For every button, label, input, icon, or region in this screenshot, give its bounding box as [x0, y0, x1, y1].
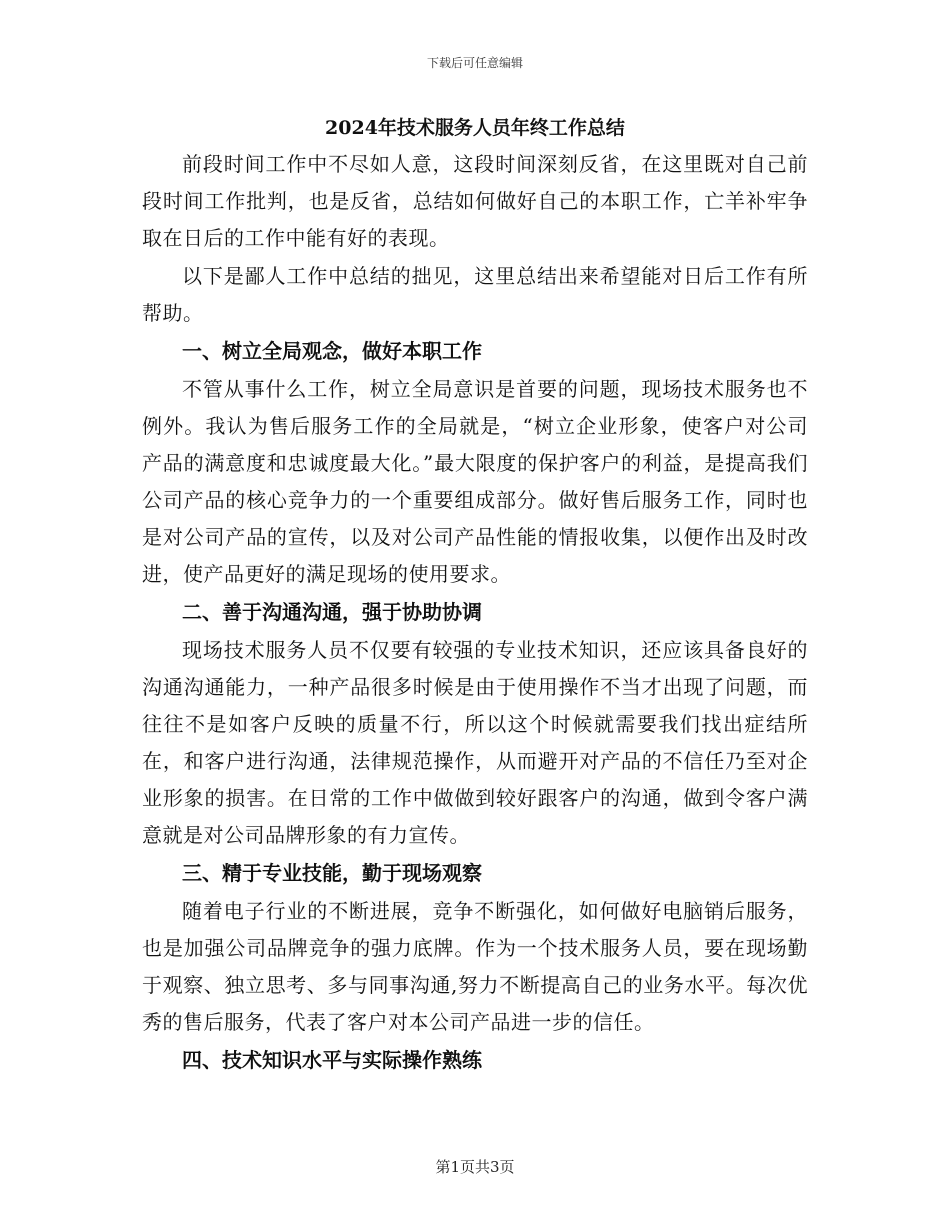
section-heading-4: 四、技术知识水平与实际操作熟练	[182, 1048, 482, 1072]
page-number: 第1页共3页	[435, 1158, 515, 1176]
document-body	[142, 110, 808, 1080]
section-heading-1: 一、树立全局观念，做好本职工作	[182, 339, 482, 363]
intro-paragraph-2: 以下是鄙人工作中总结的拙见，这里总结出来希望能对日后工作有所帮助。	[142, 264, 808, 325]
intro-paragraph-1: 前段时间工作中不尽如人意，这段时间深刻反省，在这里既对自己前段时间工作批判，也是反省，总结如何做好自己的本职工作，亡羊补牢争取在日后的工作中能有好的表现。	[142, 152, 808, 250]
document-title: 2024年技术服务人员年终工作总结	[325, 117, 625, 139]
section-body-3: 随着电子行业的不断进展，竞争不断强化，如何做好电脑销后服务，也是加强公司品牌竞争的强力底牌。作为一个技术服务人员，要在现场勤于观察、独立思考、多与同事沟通,努力不断提高自己的业务水平。每次优秀的售后服务，代表了客户对本公司产品进一步的信任。	[142, 899, 808, 1034]
header-note: 下载后可任意编辑	[426, 56, 523, 70]
section-heading-2: 二、善于沟通沟通，强于协助协调	[182, 600, 482, 624]
section-heading-3: 三、精于专业技能，勤于现场观察	[182, 861, 482, 885]
section-body-1: 不管从事什么工作，树立全局意识是首要的问题，现场技术服务也不例外。我认为售后服务工作的全局就是，“树立企业形象，使客户对公司产品的满意度和忠诚度最大化。”最大限度的保护客户的利益，是提高我们公司产品的核心竞争力的一个重要组成部分。做好售后服务工作，同时也是对公司产品的宣传，以及对公司产品性能的情报收集，以便作出及时改进，使产品更好的满足现场的使用要求。	[142, 377, 808, 586]
section-body-2: 现场技术服务人员不仅要有较强的专业技术知识，还应该具备良好的沟通沟通能力，一种产品很多时候是由于使用操作不当才出现了问题，而往往不是如客户反映的质量不行，所以这个时候就需要我们找出症结所在，和客户进行沟通，法律规范操作，从而避开对产品的不信任乃至对企业形象的损害。在日常的工作中做做到较好跟客户的沟通，做到令客户满意就是对公司品牌形象的有力宣传。	[142, 638, 808, 847]
